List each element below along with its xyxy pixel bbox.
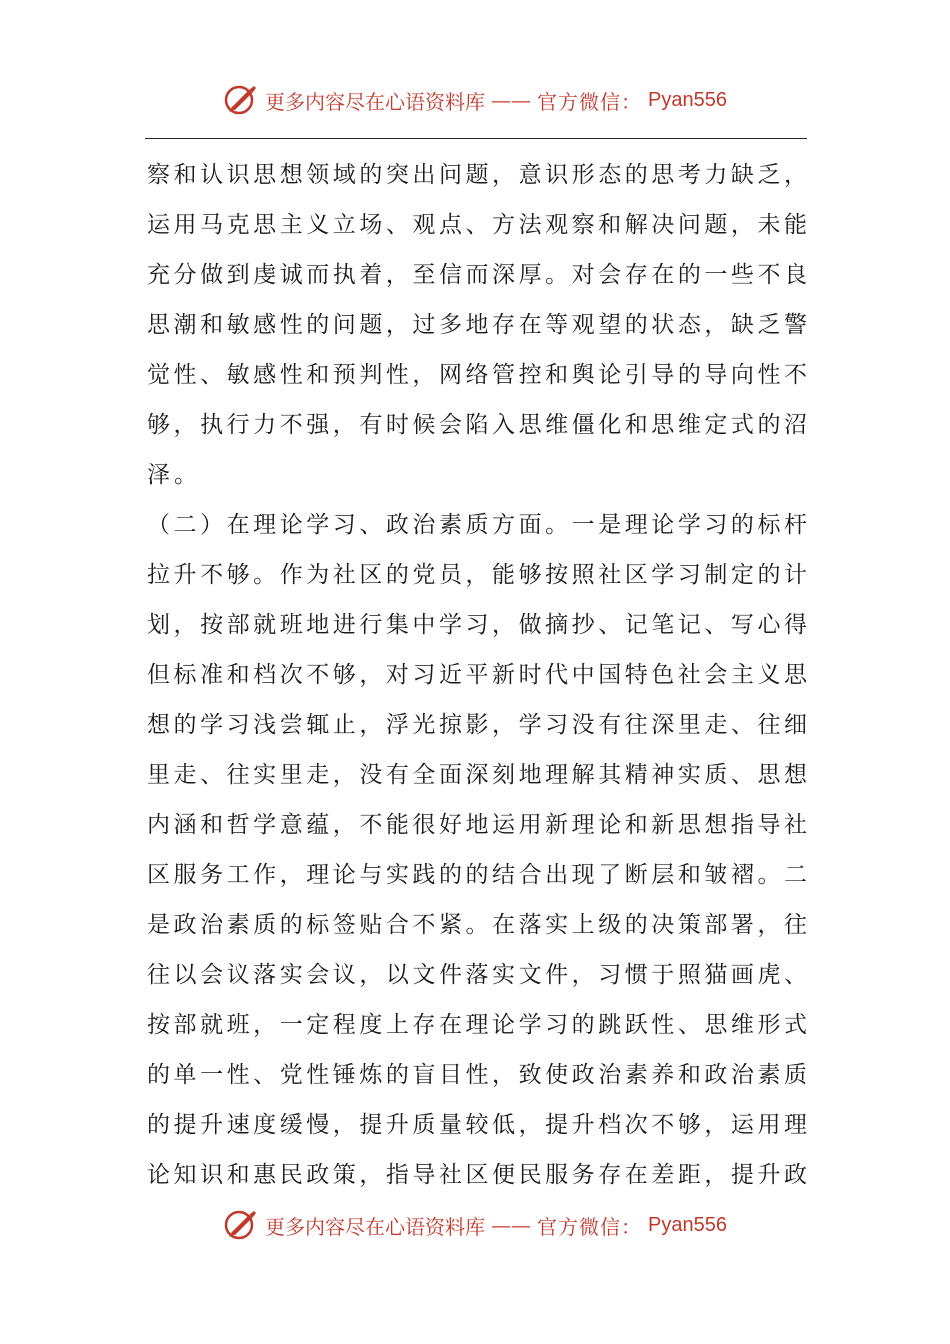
body-line: 论知识和惠民政策，指导社区便民服务存在差距，提升政 xyxy=(147,1162,807,1188)
header-banner xyxy=(0,80,950,120)
header-dash: —— xyxy=(491,88,532,112)
footer-wechat-label: 官方微信： xyxy=(537,1214,643,1239)
body-line: 思潮和敏感性的问题，过多地存在等观望的状态，缺乏警 xyxy=(147,312,807,338)
document-body xyxy=(147,150,807,1200)
body-line: 往以会议落实会议，以文件落实文件，习惯于照猫画虎、 xyxy=(147,962,807,988)
body-line: （二）在理论学习、政治素质方面。一是理论学习的标杆 xyxy=(147,512,807,538)
body-line: 充分做到虔诚而执着，至信而深厚。对会存在的一些不良 xyxy=(147,262,807,288)
body-line: 但标准和档次不够，对习近平新时代中国特色社会主义思 xyxy=(147,662,807,688)
body-line: 按部就班，一定程度上存在理论学习的跳跃性、思维形式 xyxy=(147,1012,807,1038)
body-line: 想的学习浅尝辄止，浮光掠影，学习没有往深里走、往细 xyxy=(147,712,807,738)
header-site-name: 更多内容尽在心语资料库 xyxy=(265,89,486,114)
body-line: 运用马克思主义立场、观点、方法观察和解决问题，未能 xyxy=(147,212,807,238)
footer-banner xyxy=(0,1205,950,1245)
body-line: 够，执行力不强，有时候会陷入思维僵化和思维定式的沼 xyxy=(147,412,807,438)
footer-wechat-id: Pyan556 xyxy=(648,1213,727,1236)
pen-logo-icon xyxy=(223,1207,259,1243)
body-line: 的单一性、党性锤炼的盲目性，致使政治素养和政治素质 xyxy=(147,1062,807,1088)
footer-dash: —— xyxy=(491,1213,532,1237)
body-line: 区服务工作，理论与实践的的结合出现了断层和皱褶。二 xyxy=(147,862,807,888)
body-line: 内涵和哲学意蕴，不能很好地运用新理论和新思想指导社 xyxy=(147,812,807,838)
body-line: 里走、往实里走，没有全面深刻地理解其精神实质、思想 xyxy=(147,762,807,788)
body-line: 觉性、敏感性和预判性，网络管控和舆论引导的导向性不 xyxy=(147,362,807,388)
footer-site-name: 更多内容尽在心语资料库 xyxy=(265,1214,486,1239)
header-wechat-label: 官方微信： xyxy=(537,89,643,114)
body-line: 察和认识思想领域的突出问题，意识形态的思考力缺乏， xyxy=(147,162,807,188)
body-line: 的提升速度缓慢，提升质量较低，提升档次不够，运用理 xyxy=(147,1112,807,1138)
header-rule xyxy=(145,138,807,139)
body-line: 划，按部就班地进行集中学习，做摘抄、记笔记、写心得 xyxy=(147,612,807,638)
body-line: 泽。 xyxy=(147,462,201,488)
body-line: 拉升不够。作为社区的党员，能够按照社区学习制定的计 xyxy=(147,562,807,588)
header-wechat-id: Pyan556 xyxy=(648,88,727,111)
pen-logo-icon xyxy=(223,82,259,118)
body-line: 是政治素质的标签贴合不紧。在落实上级的决策部署，往 xyxy=(147,912,807,938)
